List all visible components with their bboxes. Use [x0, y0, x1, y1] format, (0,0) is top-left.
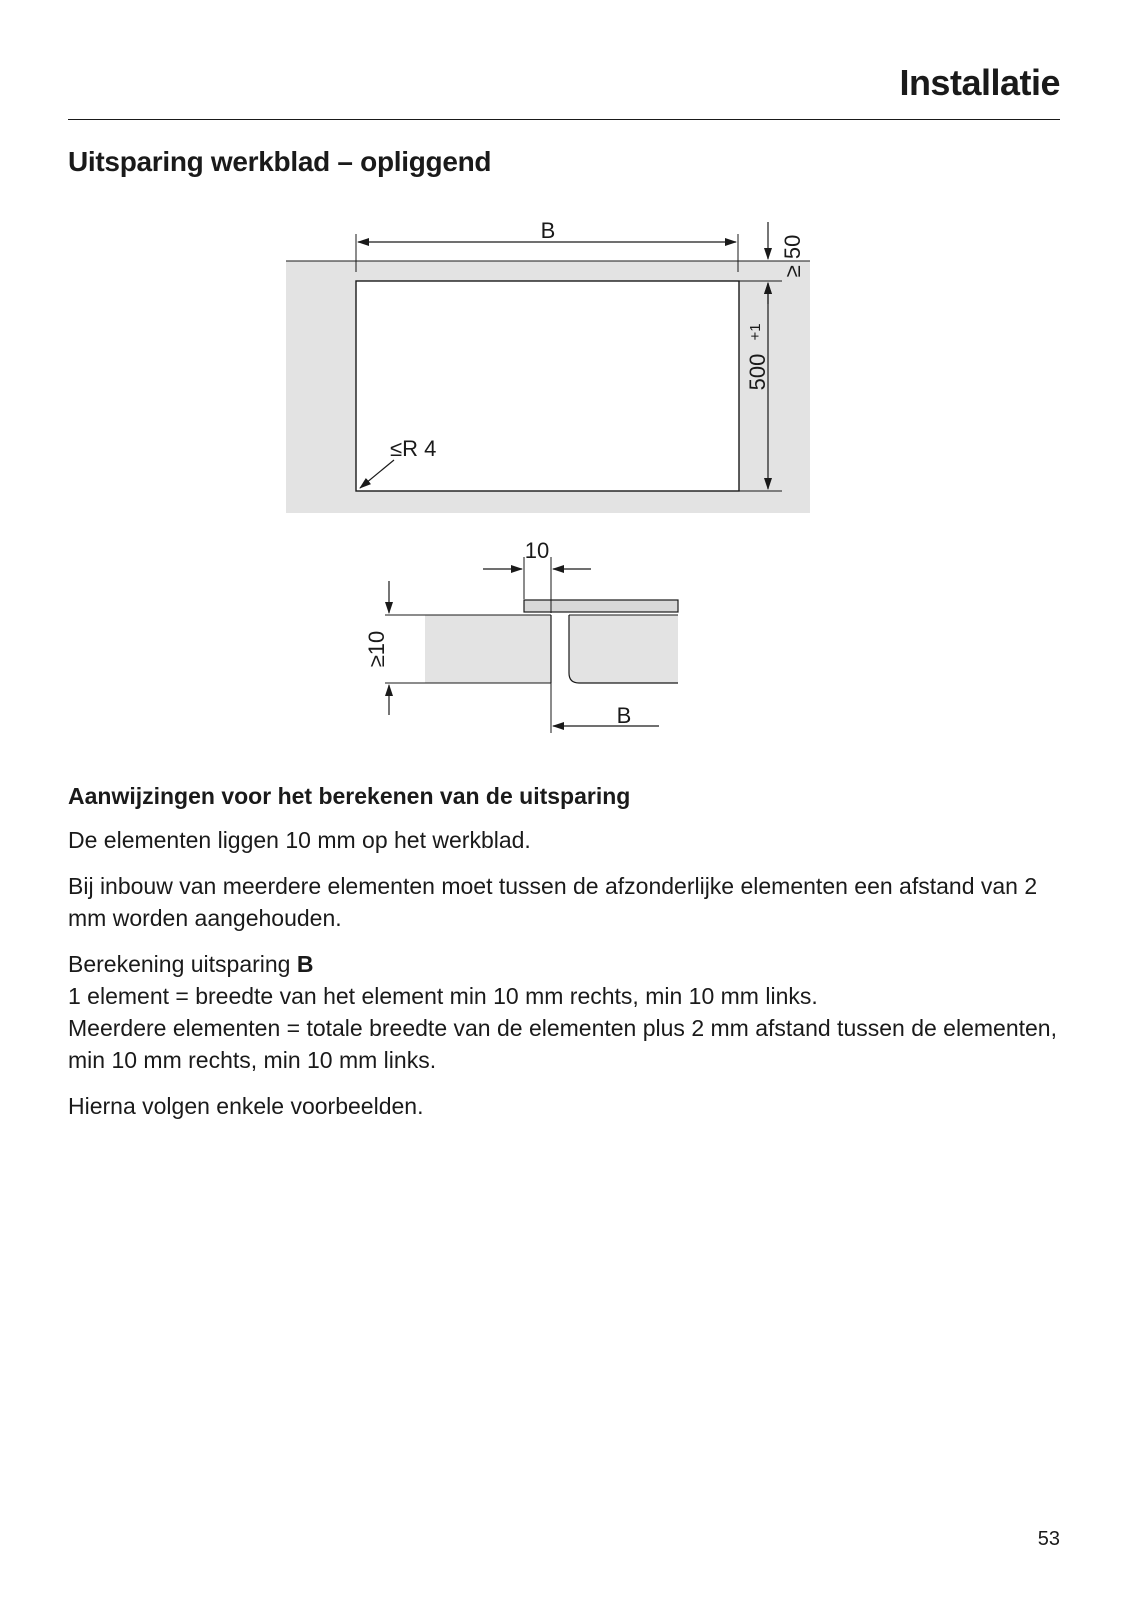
notes-paragraph-1: De elementen liggen 10 mm op het werkblad.: [68, 827, 531, 853]
cutout-section-diagram: [355, 535, 695, 740]
notes-paragraph-4: Hierna volgen enkele voorbeelden.: [68, 1093, 424, 1119]
depth-label: 500: [745, 353, 770, 391]
thickness-label: ≥10: [364, 630, 389, 668]
section-title: Uitsparing werkblad – opliggend: [68, 146, 492, 177]
page-header: [68, 62, 1060, 120]
page-title: Installatie: [899, 62, 1060, 103]
page-number: 53: [1037, 1528, 1060, 1550]
overlap-label: 10: [524, 538, 550, 563]
corner-radius-label: ≤R 4: [390, 436, 437, 461]
calc-symbol: B: [296, 951, 314, 977]
cutout-plan-diagram: [286, 214, 816, 516]
notes-calculation: [68, 948, 1068, 1076]
appliance-plate: [524, 600, 678, 612]
notes-heading: Aanwijzingen voor het berekenen van de uitsparing: [68, 783, 631, 809]
worktop-section-right: [569, 615, 678, 683]
calc-line-1: 1 element = breedte van het element min 10 mm rechts, min 10 mm links.: [68, 983, 818, 1009]
edge-distance-label: ≥ 50: [780, 234, 805, 278]
section-width-label: B: [616, 703, 632, 728]
width-label: B: [540, 218, 556, 243]
notes-block: [68, 780, 1068, 1136]
depth-tolerance-label: +1: [747, 323, 764, 341]
calc-line-2: Meerdere elementen = totale breedte van de elementen plus 2 mm afstand tussen de elementen, min 10 mm rechts, min 10 mm links.: [68, 1015, 1057, 1073]
notes-paragraph-2: Bij inbouw van meerdere elementen moet tussen de afzonderlijke elementen een afstand van 2 mm worden aangehouden.: [68, 873, 1038, 931]
calc-label: Berekening uitsparing: [68, 951, 297, 977]
worktop-section-left: [425, 615, 551, 683]
